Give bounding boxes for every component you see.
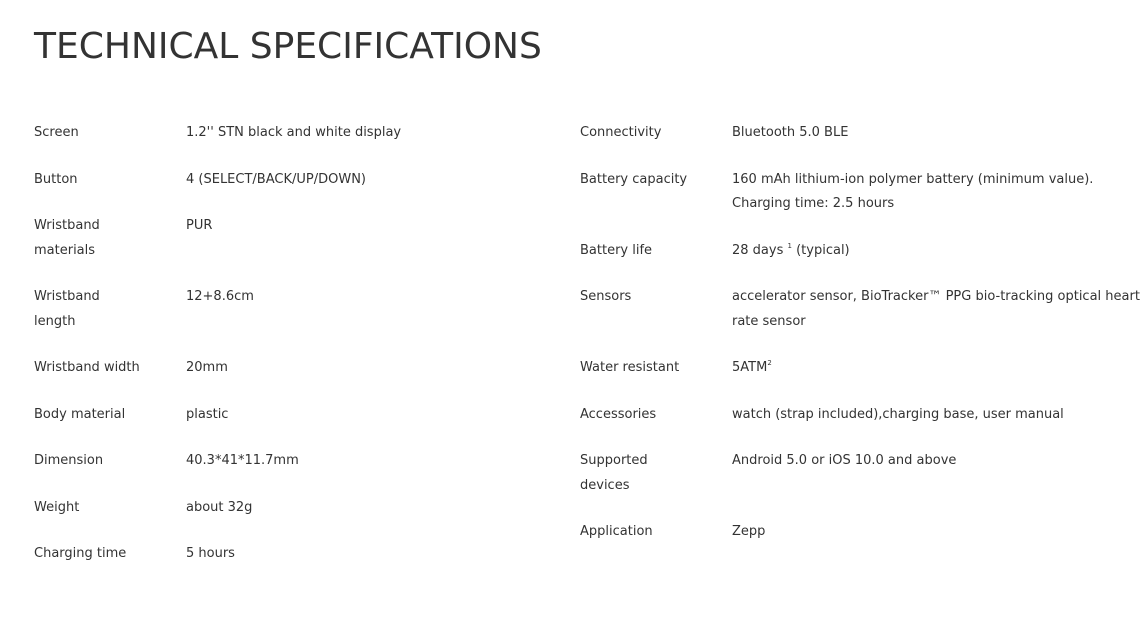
spec-label: Accessories — [580, 406, 657, 422]
spec-value: watch (strap included),charging base, user manual — [732, 406, 1064, 422]
spec-label: Dimension — [34, 453, 104, 468]
specs-column-right — [580, 121, 1140, 567]
footnote-marker: 1 — [787, 241, 792, 250]
spec-value — [732, 356, 1140, 381]
spec-label: Battery capacity — [580, 171, 688, 187]
spec-row-sensors — [580, 285, 1140, 334]
spec-value — [732, 168, 1140, 217]
spec-value: Zepp — [732, 524, 766, 539]
spec-label: Wristband materials — [34, 218, 100, 258]
spec-row-charging-time — [34, 542, 554, 567]
spec-label: Charging time — [34, 546, 127, 561]
spec-value: 40.3*41*11.7mm — [186, 453, 299, 468]
spec-label: Weight — [34, 499, 80, 515]
spec-value: 5 hours — [186, 546, 235, 561]
spec-row-screen — [34, 121, 554, 146]
spec-row-body-material — [34, 403, 554, 428]
spec-value: 12+8.6cm — [186, 289, 254, 304]
page-title: TECHNICAL SPECIFICATIONS — [34, 26, 542, 67]
spec-value: 1.2'' STN black and white display — [186, 125, 402, 140]
spec-row-wristband-width — [34, 356, 554, 381]
spec-row-connectivity — [580, 121, 1140, 146]
spec-value: plastic — [186, 406, 229, 422]
footnote-marker: 2 — [767, 359, 772, 367]
spec-row-wristband-length — [34, 285, 554, 334]
specs-column-left — [34, 121, 554, 589]
spec-row-wristband-materials — [34, 214, 554, 263]
spec-row-weight — [34, 496, 554, 521]
spec-value: about 32g — [186, 499, 253, 515]
spec-row-accessories — [580, 403, 1140, 428]
spec-label: Battery life — [580, 242, 653, 258]
spec-row-battery-life — [580, 239, 1140, 264]
spec-row-water-resistant — [580, 356, 1140, 381]
spec-value — [732, 239, 1140, 264]
spec-value: accelerator sensor, BioTracker™ PPG bio-tracking optical heart rate sensor — [732, 289, 1140, 329]
spec-label: Button — [34, 171, 78, 187]
spec-value-line: 160 mAh lithium-ion polymer battery (minimum value). — [732, 171, 1094, 187]
spec-value: Bluetooth 5.0 BLE — [732, 125, 849, 140]
spec-row-supported-devices — [580, 449, 1140, 498]
spec-value: 4 (SELECT/BACK/UP/DOWN) — [186, 171, 366, 187]
spec-label: Supported devices — [580, 453, 648, 493]
spec-label: Connectivity — [580, 125, 662, 140]
spec-value-text: 28 days — [732, 242, 784, 258]
spec-value: Android 5.0 or iOS 10.0 and above — [732, 453, 957, 468]
spec-label: Wristband length — [34, 289, 100, 329]
spec-label: Sensors — [580, 289, 632, 304]
spec-label: Screen — [34, 125, 79, 140]
spec-row-dimension — [34, 449, 554, 474]
spec-row-application — [580, 520, 1140, 545]
spec-label: Wristband width — [34, 360, 140, 375]
spec-value: PUR — [186, 218, 213, 233]
spec-value-suffix: (typical) — [796, 242, 850, 258]
spec-value-line: Charging time: 2.5 hours — [732, 196, 895, 211]
spec-value-text: 5ATM — [732, 360, 768, 375]
spec-row-battery-capacity — [580, 168, 1140, 217]
spec-value: 20mm — [186, 360, 228, 375]
spec-label: Body material — [34, 406, 126, 422]
spec-row-button — [34, 168, 554, 193]
spec-label: Water resistant — [580, 360, 680, 375]
spec-label: Application — [580, 524, 653, 539]
